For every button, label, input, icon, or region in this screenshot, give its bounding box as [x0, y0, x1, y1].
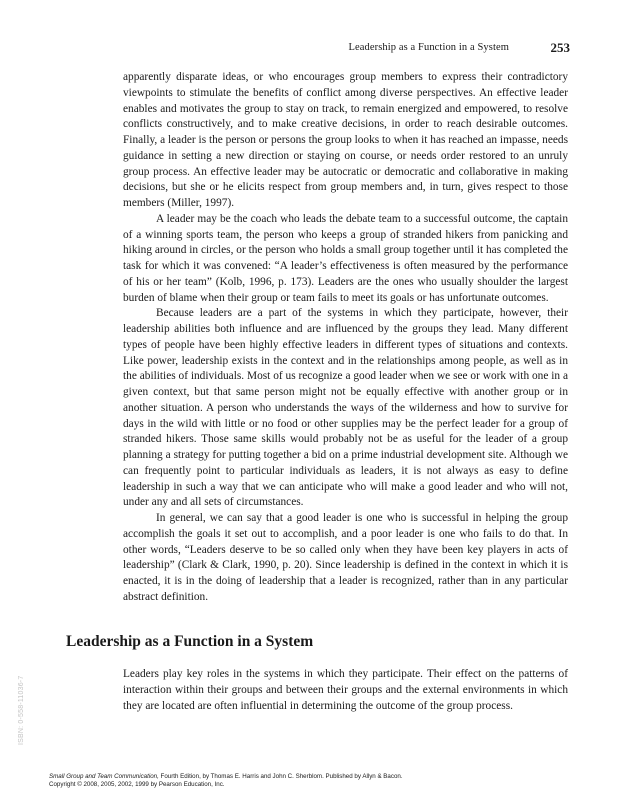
section-heading: Leadership as a Function in a System: [66, 633, 314, 650]
footer-book-title: Small Group and Team Communication,: [49, 773, 159, 780]
paragraph-continued: apparently disparate ideas, or who encourages group members to express their contradictory viewpoints to stimulate the benefits of conflict among diverse perspectives. An effective leader enables and motivates the group to stay on track, to remain energized and empowered, to resolve conflicts constructively, and to make creative decisions, in order to reach desirable outcomes. Finally, a leader is the person or persons the group looks to when it has reached an impasse, needs guidance in setting a new direction or staying on course, or needs order restored to an unruly group process. An effective leader may be autocratic or democratic and collaborative in making decisions, but she or he elicits respect from group members and, in turn, gives respect to those members (Miller, 1997).: [123, 71, 568, 209]
paragraph: Because leaders are a part of the systems in which they participate, however, their leadership abilities both influence and are influenced by the groups they lead. Many different types of people have been highly effective leaders in different types of situations and contexts. Like power, leadership exists in the context and in the relationships among people, as well as in the abilities of individuals. Most of us recognize a good leader when we see or work with one in a given context, but that same person might not be equally effective with another group or in another situation. A person who understands the ways of the wilderness and how to survive for days in the wild with little or no food or other supplies may be the perfect leader for a group of stranded hikers. Those same skills would probably not be as useful for the leader of a group planning a strategy for putting together a bid on a prime industrial development site. Although we can frequently point to particular individuals as leaders, it is not always as easy to define leadership in such a way that we can anticipate who will make a good leader and who will not, under any and all sets of circumstances.: [123, 307, 568, 509]
section-paragraph: Leaders play key roles in the systems in which they participate. Their effect on the patterns of interaction within their groups and between their groups and the external environments in which they are located are often influential in determining the outcome of the group process.: [123, 668, 568, 712]
running-head: [0, 40, 617, 56]
footer-citation-line: [49, 773, 589, 781]
footer-citation: Fourth Edition, by Thomas E. Harris and John C. Sherblom. Published by Allyn & Bacon.: [158, 773, 403, 780]
copyright-footer: [49, 773, 589, 789]
paragraph: A leader may be the coach who leads the debate team to a successful outcome, the captain of a winning sports team, the person who keeps a group of stranded hikers from panicking and hiking around in circles, or the person who holds a small group together until it has completed the task for which it was convened: “A leader’s effectiveness is often measured by the performance of his or her team” (Kolb, 1996, p. 173). Leaders are the ones who usually shoulder the largest burden of blame when their group or team fails to meet its goals or has unfortunate outcomes.: [123, 212, 568, 304]
footer-copyright: Copyright © 2008, 2005, 2002, 1999 by Pearson Education, Inc.: [49, 781, 225, 788]
running-title: Leadership as a Function in a System: [348, 42, 509, 53]
body-text: [123, 70, 568, 606]
page-number: 253: [550, 40, 570, 55]
isbn-watermark: ISBN: 0-558-11036-7: [18, 675, 25, 745]
paragraph: In general, we can say that a good leader is one who is successful in helping the group accomplish the goals it set out to accomplish, and a poor leader is one who fails to do that. In other words, “Leaders deserve to be so called only when they have been key players in acts of leadership” (Clark & Clark, 1990, p. 20). Since leadership is defined in the context in which it is enacted, it is in the doing of leadership that a leader is recognized, rather than in any particular abstract definition.: [123, 512, 568, 603]
